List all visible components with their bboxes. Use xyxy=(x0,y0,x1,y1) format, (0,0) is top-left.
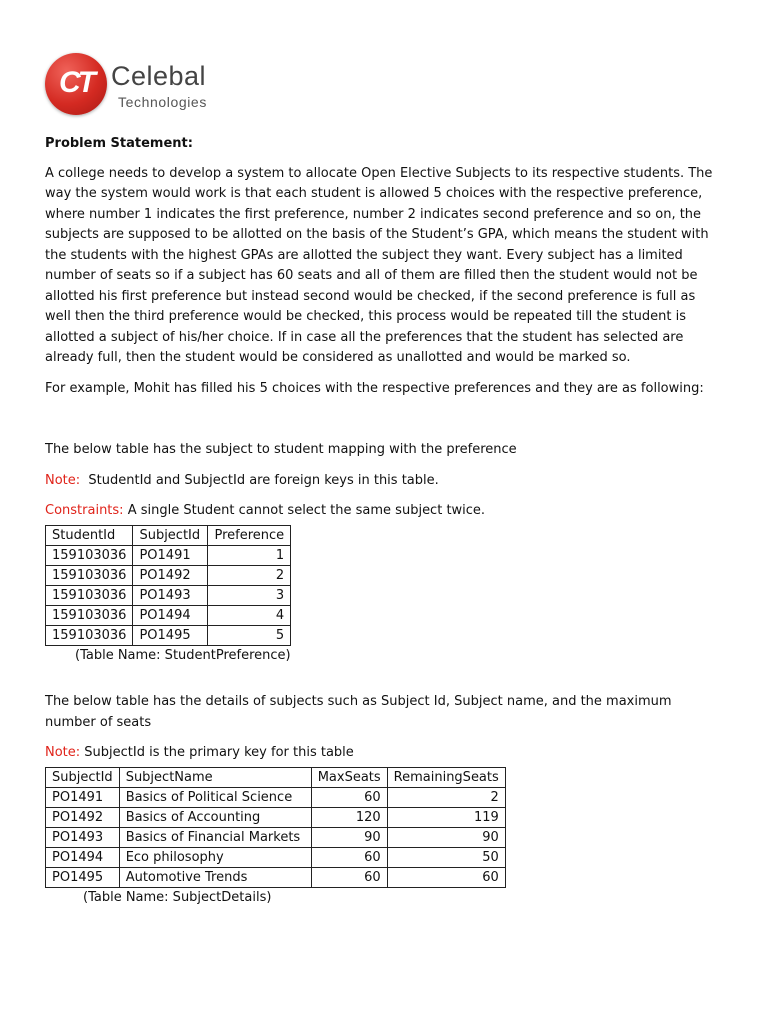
subject-id-cell: PO1493 xyxy=(133,585,208,605)
header-cell: SubjectId xyxy=(46,767,120,787)
remaining-seats-cell: 50 xyxy=(387,847,505,867)
remaining-seats-cell: 90 xyxy=(387,827,505,847)
subject-name-cell: Basics of Accounting xyxy=(119,807,311,827)
logo-mark-text: CT xyxy=(59,66,93,99)
subject-id-cell: PO1493 xyxy=(46,827,120,847)
constraint-text: A single Student cannot select the same subject twice. xyxy=(127,503,486,518)
subject-id-cell: PO1495 xyxy=(133,625,208,645)
student-preference-table xyxy=(45,525,291,646)
preference-cell: 4 xyxy=(208,605,291,625)
constraint-label: Constraints: xyxy=(45,503,124,518)
max-seats-cell: 120 xyxy=(311,807,387,827)
header-cell: Preference xyxy=(208,525,291,545)
note-label: Note: xyxy=(45,745,81,760)
subject-id-cell: PO1494 xyxy=(133,605,208,625)
subject-id-cell: PO1494 xyxy=(46,847,120,867)
subject-id-cell: PO1492 xyxy=(133,565,208,585)
max-seats-cell: 60 xyxy=(311,787,387,807)
note-text: StudentId and SubjectId are foreign keys in this table. xyxy=(88,472,439,488)
subject-id-cell: PO1491 xyxy=(133,545,208,565)
preference-table-caption: (Table Name: StudentPreference) xyxy=(75,647,291,663)
logo-mark xyxy=(45,53,107,115)
preference-cell: 3 xyxy=(208,585,291,605)
max-seats-cell: 60 xyxy=(311,867,387,887)
intro-paragraph: A college needs to develop a system to allocate Open Elective Subjects to its respective students. The way the system would work is that each student is allowed 5 choices with the respective preference, where number 1 indicates the first preference, number 2 indicates second preference and so on, the subjects are supposed to be allotted on the basis of the Student’s GPA, which means the student with the students with the highest GPAs are allotted the subject they want. Every subject has a limited number of seats so if a subject has 60 seats and all of them are filled then the student would not be allotted his first preference but instead second would be checked, if the second preference is full as well then the third preference would be checked, this process would be repeated till the student is allotted a subject of his/her choice. If in case all the preferences that the student has selected are already full, then the student would be considered as unallotted and would be marked so. xyxy=(45,165,713,365)
subject-name-cell: Eco philosophy xyxy=(119,847,311,867)
preference-note xyxy=(45,471,725,492)
table-row xyxy=(46,827,506,847)
logo-subtitle: Technologies xyxy=(118,94,207,110)
table-row xyxy=(46,867,506,887)
subject-details-table xyxy=(45,767,506,888)
subject-id-cell: PO1495 xyxy=(46,867,120,887)
preference-cell: 2 xyxy=(208,565,291,585)
subject-name-cell: Basics of Financial Markets xyxy=(119,827,311,847)
logo-name: Celebal xyxy=(111,61,207,91)
subject-table-caption: (Table Name: SubjectDetails) xyxy=(83,889,272,905)
remaining-seats-cell: 2 xyxy=(387,787,505,807)
table-row xyxy=(46,807,506,827)
table-row xyxy=(46,625,291,645)
header-cell: RemainingSeats xyxy=(387,767,505,787)
document-body xyxy=(45,134,725,908)
preference-cell: 5 xyxy=(208,625,291,645)
table-row xyxy=(46,585,291,605)
student-id-cell: 159103036 xyxy=(46,565,133,585)
table-row xyxy=(46,605,291,625)
header-cell: MaxSeats xyxy=(311,767,387,787)
preference-cell: 1 xyxy=(208,545,291,565)
subject-table-description: The below table has the details of subjects such as Subject Id, Subject name, and the maximum number of seats xyxy=(45,694,672,730)
note-label: Note: xyxy=(45,472,81,488)
table-row xyxy=(46,847,506,867)
preference-constraint xyxy=(45,501,725,522)
subject-name-cell: Basics of Political Science xyxy=(119,787,311,807)
table-header-row xyxy=(46,767,506,787)
max-seats-cell: 90 xyxy=(311,827,387,847)
student-id-cell: 159103036 xyxy=(46,585,133,605)
example-paragraph: For example, Mohit has filled his 5 choices with the respective preferences and they are as following: xyxy=(45,380,704,396)
table-header-row xyxy=(46,525,291,545)
preference-table-description: The below table has the subject to student mapping with the preference xyxy=(45,442,517,457)
table-row xyxy=(46,787,506,807)
remaining-seats-cell: 60 xyxy=(387,867,505,887)
subject-note xyxy=(45,743,725,764)
subject-id-cell: PO1491 xyxy=(46,787,120,807)
table-row xyxy=(46,545,291,565)
header-cell: StudentId xyxy=(46,525,133,545)
remaining-seats-cell: 119 xyxy=(387,807,505,827)
header-cell: SubjectId xyxy=(133,525,208,545)
subject-name-cell: Automotive Trends xyxy=(119,867,311,887)
header-cell: SubjectName xyxy=(119,767,311,787)
max-seats-cell: 60 xyxy=(311,847,387,867)
subject-id-cell: PO1492 xyxy=(46,807,120,827)
student-id-cell: 159103036 xyxy=(46,605,133,625)
table-row xyxy=(46,565,291,585)
student-id-cell: 159103036 xyxy=(46,545,133,565)
note-text: SubjectId is the primary key for this table xyxy=(84,745,354,760)
problem-heading: Problem Statement: xyxy=(45,136,193,151)
company-logo xyxy=(45,53,275,117)
student-id-cell: 159103036 xyxy=(46,625,133,645)
